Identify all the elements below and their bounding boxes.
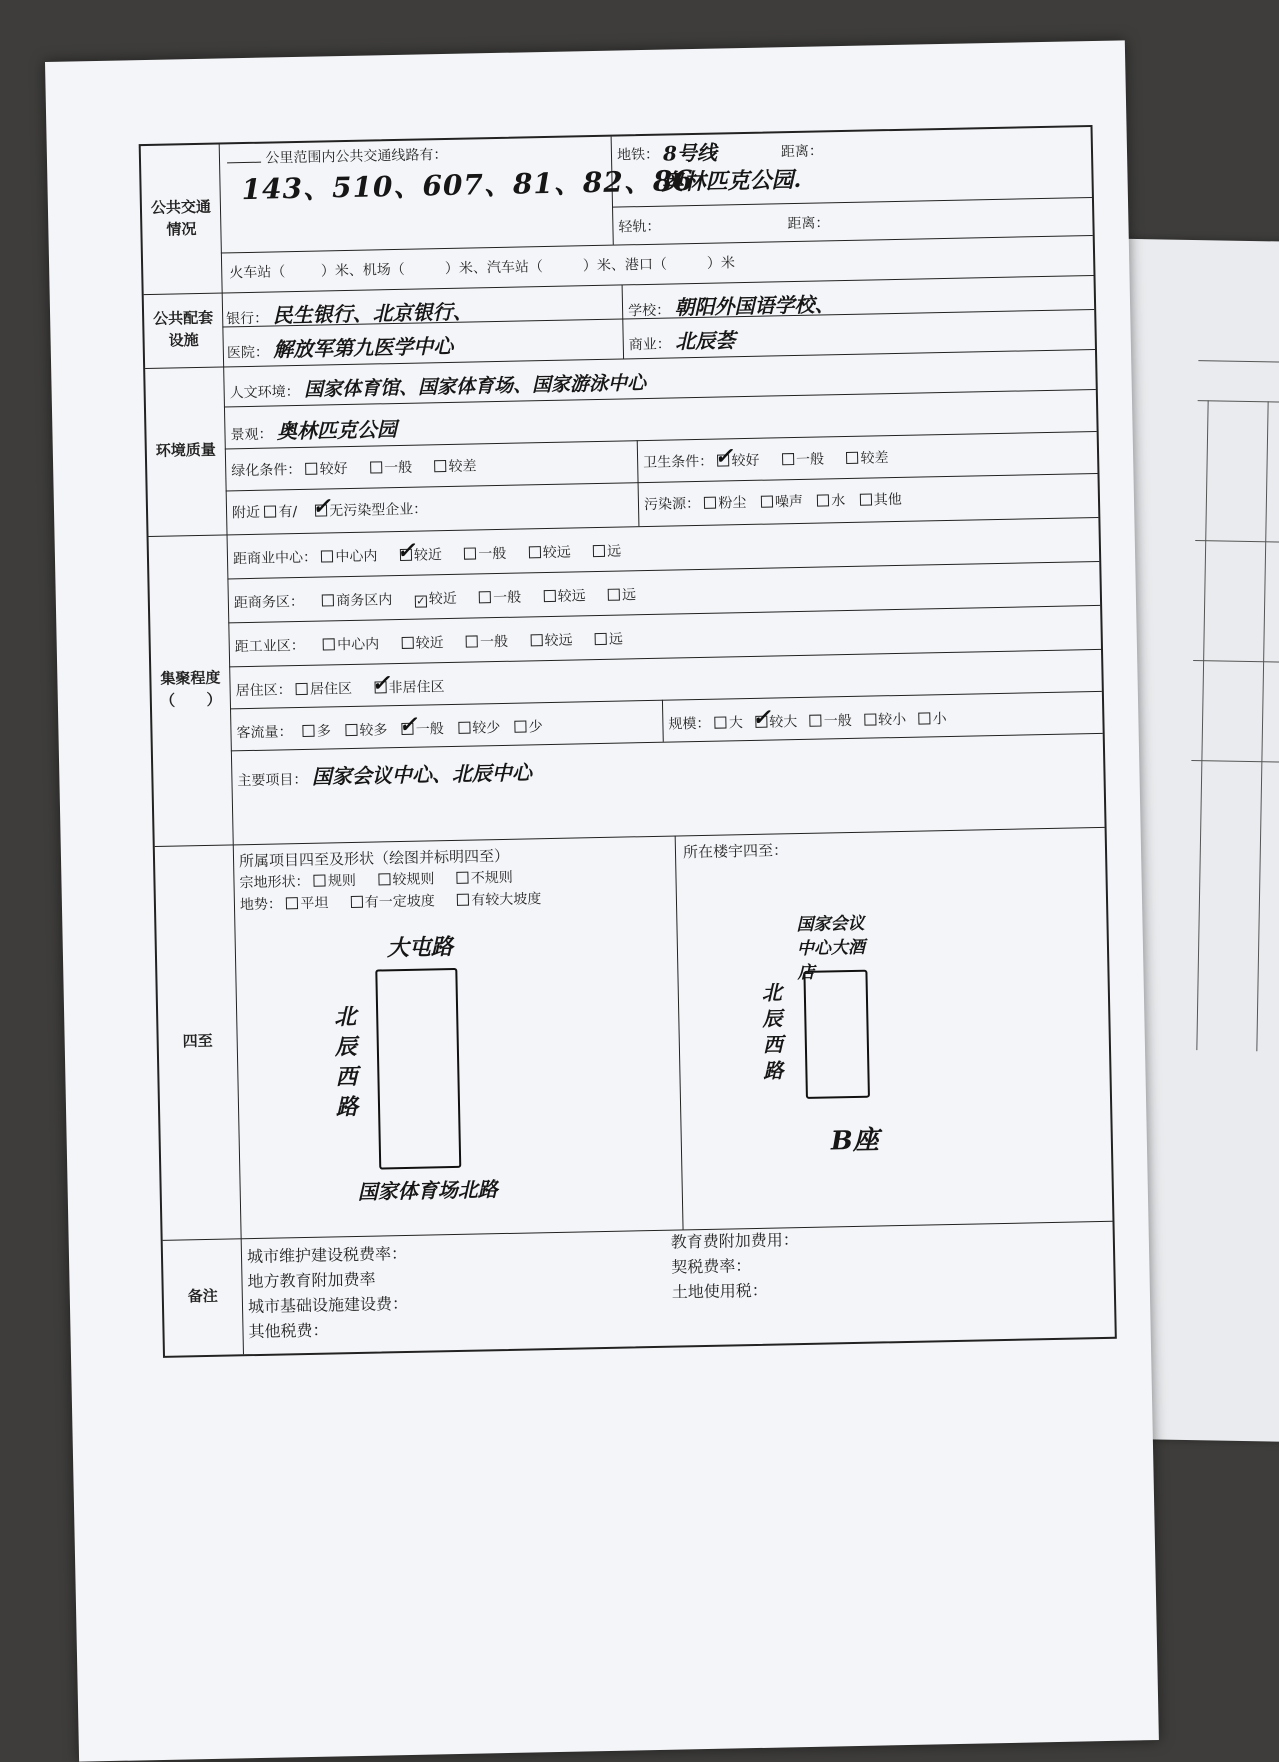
traffic-higher: 较多 — [345, 722, 387, 739]
subway-label: 地铁： — [616, 146, 660, 164]
scale-small: 小 — [918, 711, 946, 728]
hygiene-good: ✓ 较好 — [714, 443, 760, 470]
pollution-noise-checkbox[interactable] — [761, 495, 773, 507]
check-mark-icon: ✓ — [396, 537, 416, 565]
remark-item: 其他税费： — [248, 1320, 329, 1342]
industrial-near: 较近 — [401, 635, 443, 652]
residential-yes: 居住区 — [296, 681, 352, 698]
industrial-far: 远 — [595, 632, 623, 649]
terrain-flat-checkbox[interactable] — [286, 897, 298, 909]
remark-item: 地方教育附加费率 — [247, 1269, 376, 1292]
school-value: 朝阳外国语学校、 — [674, 292, 835, 320]
residential-no-checkbox[interactable] — [371, 670, 391, 697]
residential-yes-checkbox[interactable] — [296, 683, 308, 695]
commercial-center-label: 距商业中心： — [232, 549, 318, 568]
business-average-checkbox[interactable] — [479, 591, 491, 603]
traffic-low-checkbox[interactable] — [515, 720, 527, 732]
remarks-header: 备注 — [163, 1238, 244, 1356]
school-label: 学校： — [627, 302, 671, 320]
subway-distance-label: 距离： — [780, 143, 824, 161]
boundaries-header: 四至 — [155, 844, 242, 1240]
remark-item: 城市维护建设税费率： — [246, 1243, 408, 1267]
traffic-low: 少 — [515, 719, 543, 736]
greening-average: 一般 — [370, 460, 412, 477]
left-sketch-plot — [375, 968, 461, 1170]
commercial-near-checkbox[interactable] — [396, 537, 416, 565]
traffic-label: 客流量： — [236, 724, 293, 742]
shape-regular-checkbox[interactable] — [314, 875, 326, 887]
pollution-noise: 噪声 — [761, 494, 803, 511]
commerce-label: 商业： — [628, 336, 671, 354]
business-far-checkbox[interactable] — [608, 589, 620, 601]
bank-label: 银行： — [226, 310, 269, 328]
scale-smaller: 较小 — [864, 712, 906, 729]
terrain-label: 地势： — [239, 896, 283, 914]
residential-no: ✓ 非居住区 — [371, 670, 445, 697]
traffic-average-checkbox[interactable] — [398, 711, 418, 739]
traffic-lower-checkbox[interactable] — [458, 722, 470, 734]
bus-routes-value: 143、510、607、81、82、86 — [241, 164, 695, 207]
terrain-steep-slope-checkbox[interactable] — [457, 894, 469, 906]
check-mark-icon: ✓ — [311, 493, 331, 520]
subway-value: 8号线 — [662, 140, 718, 166]
commercial-farther-checkbox[interactable] — [529, 546, 541, 558]
business-inside-checkbox[interactable] — [322, 594, 334, 606]
landscape-label: 景观： — [230, 426, 273, 444]
pollution-water-checkbox[interactable] — [817, 494, 829, 506]
hospital-label: 医院： — [226, 344, 270, 362]
shape-regular: 规则 — [314, 873, 356, 890]
commercial-far-checkbox[interactable] — [593, 545, 605, 557]
pollution-other-checkbox[interactable] — [860, 493, 872, 505]
right-sketch-west: 北辰西路 — [761, 980, 784, 1083]
remark-item: 教育费附加费用： — [670, 1230, 799, 1252]
shape-irregular-checkbox[interactable] — [457, 872, 469, 884]
shape-label: 宗地形状： — [239, 873, 310, 892]
industrial-farther-checkbox[interactable] — [530, 634, 542, 646]
nearby-has-checkbox[interactable] — [264, 505, 276, 517]
humanity-value: 国家体育馆、国家体育场、国家游泳中心 — [303, 372, 647, 401]
left-sketch-south: 国家体育场北路 — [357, 1177, 498, 1204]
residential-label: 居住区： — [235, 682, 292, 700]
traffic-high: 多 — [303, 723, 331, 740]
environment-section — [145, 349, 1098, 537]
right-sketch-south: B座 — [830, 1125, 880, 1157]
industrial-average-checkbox[interactable] — [466, 635, 478, 647]
greening-poor: 较差 — [434, 458, 476, 475]
greening-poor-checkbox[interactable] — [434, 460, 446, 472]
business-inside: 商务区内 — [322, 592, 392, 609]
business-near: ✓ 较近 — [416, 590, 457, 608]
hospital-value: 解放军第九医学中心 — [273, 333, 454, 362]
business-far: 远 — [608, 587, 636, 604]
hygiene-average-checkbox[interactable] — [782, 453, 794, 465]
shape-fairly-regular-checkbox[interactable] — [378, 873, 390, 885]
building-boundary-title: 所在楼宇四至： — [682, 841, 789, 862]
traffic-lower: 较少 — [458, 720, 500, 737]
business-farther: 较远 — [543, 588, 585, 605]
remark-item: 契税费率： — [671, 1256, 752, 1277]
terrain-steep-slope: 有较大坡度 — [457, 891, 541, 909]
pollution-other: 其他 — [860, 492, 902, 509]
left-sketch-west: 北辰西路 — [333, 1003, 359, 1121]
hygiene-average: 一般 — [782, 451, 824, 468]
subway-value-station: 奥林匹克公园. — [661, 166, 802, 196]
hygiene-poor-checkbox[interactable] — [846, 452, 858, 464]
concentration-section — [149, 517, 1105, 847]
scale-large: 大 — [715, 715, 743, 732]
hygiene-good-checkbox[interactable] — [714, 443, 734, 470]
commercial-farther: 较远 — [529, 545, 571, 562]
commercial-average-checkbox[interactable] — [464, 547, 476, 559]
industrial-label: 距工业区： — [234, 637, 305, 656]
facilities-header: 公共配套 设施 — [144, 292, 224, 368]
environment-header: 环境质量 — [145, 366, 227, 536]
form-sheet — [45, 40, 1159, 1761]
traffic-high-checkbox[interactable] — [303, 725, 315, 737]
commercial-inside: 中心内 — [321, 548, 377, 565]
business-average: 一般 — [479, 590, 521, 607]
shape-irregular: 不规则 — [457, 870, 513, 887]
transport-header: 公共交通 情况 — [141, 145, 223, 295]
scale-smaller-checkbox[interactable] — [864, 713, 876, 725]
right-sketch-plot — [803, 970, 870, 1099]
scale-label: 规模： — [668, 715, 711, 733]
commercial-inside-checkbox[interactable] — [321, 550, 333, 562]
boundaries-section — [155, 827, 1113, 1241]
commercial-average: 一般 — [464, 546, 506, 563]
scale-large-checkbox[interactable] — [715, 716, 727, 728]
transport-section — [141, 127, 1094, 295]
greening-good: 较好 — [306, 461, 348, 478]
greening-average-checkbox[interactable] — [370, 461, 382, 473]
project-boundary-title: 所属项目四至及形状（绘图并标明四至） — [238, 846, 510, 871]
commercial-near: ✓ 较近 — [396, 537, 443, 565]
industrial-far-checkbox[interactable] — [595, 633, 607, 645]
shape-fairly-regular: 较规则 — [378, 871, 434, 888]
light-rail-distance-label: 距离： — [787, 215, 830, 233]
main-projects-label: 主要项目： — [237, 771, 308, 790]
left-sketch-north: 大屯路 — [386, 933, 454, 962]
main-projects-value: 国家会议中心、北辰中心 — [311, 760, 533, 789]
remark-item: 城市基础设施建设费： — [247, 1293, 409, 1317]
check-mark-icon: ✓ — [751, 704, 771, 731]
nearby-none-checkbox[interactable] — [311, 493, 331, 520]
nearby-has: 有/ — [264, 504, 297, 521]
right-sketch-north: 国家会议中心大酒店 — [796, 913, 866, 984]
pollution-dust: 粉尘 — [704, 495, 746, 512]
traffic-average: ✓ 一般 — [398, 711, 444, 739]
stations-distance: 火车站（ ）米、机场（ ）米、汽车站（ ）米、港口（ ）米 — [229, 255, 736, 282]
scale-average-checkbox[interactable] — [810, 715, 822, 727]
commercial-far: 远 — [593, 544, 621, 561]
business-near-checkbox[interactable]: ✓ — [416, 594, 426, 608]
pollution-water: 水 — [817, 493, 845, 510]
greening-good-checkbox[interactable] — [306, 463, 318, 475]
business-farther-checkbox[interactable] — [544, 590, 556, 602]
check-mark-icon: ✓ — [371, 670, 391, 697]
terrain-slight-slope-checkbox[interactable] — [351, 896, 363, 908]
terrain-flat: 平坦 — [286, 895, 328, 912]
terrain-slight-slope: 有一定坡度 — [351, 893, 435, 911]
humanity-label: 人文环境： — [229, 383, 300, 402]
nearby-label: 附近 — [231, 504, 261, 522]
industrial-farther: 较远 — [530, 633, 572, 650]
traffic-higher-checkbox[interactable] — [345, 724, 357, 736]
concentration-header: 集聚程度 （ ） — [149, 534, 234, 846]
scale-larger: ✓ 较大 — [751, 704, 798, 731]
inspection-form — [139, 125, 1117, 1358]
industrial-inside: 中心内 — [323, 636, 379, 653]
check-mark-icon: ✓ — [398, 711, 418, 739]
scale-average: 一般 — [810, 713, 852, 730]
hygiene-label: 卫生条件： — [643, 453, 714, 472]
pollution-dust-checkbox[interactable] — [704, 497, 716, 509]
light-rail-label: 轻轨： — [618, 218, 661, 236]
industrial-inside-checkbox[interactable] — [323, 638, 335, 650]
nearby-none: ✓ 无污染型企业： — [311, 493, 428, 520]
industrial-average: 一般 — [466, 634, 508, 651]
scale-larger-checkbox[interactable] — [751, 704, 771, 731]
hygiene-poor: 较差 — [846, 450, 888, 467]
industrial-near-checkbox[interactable] — [402, 637, 414, 649]
landscape-value: 奥林匹克公园 — [276, 417, 398, 444]
check-mark-icon: ✓ — [714, 443, 734, 470]
pollution-label: 污染源： — [643, 495, 701, 514]
business-district-label: 距商务区： — [233, 593, 305, 612]
remark-item: 土地使用税： — [671, 1280, 769, 1302]
greening-label: 绿化条件： — [231, 461, 302, 480]
range-label: 公里范围内公共交通线路有： — [265, 146, 448, 167]
scale-small-checkbox[interactable] — [918, 712, 930, 724]
remarks-section — [163, 1221, 1115, 1356]
commerce-value: 北辰荟 — [674, 328, 736, 354]
bank-value: 民生银行、北京银行、 — [272, 299, 473, 328]
